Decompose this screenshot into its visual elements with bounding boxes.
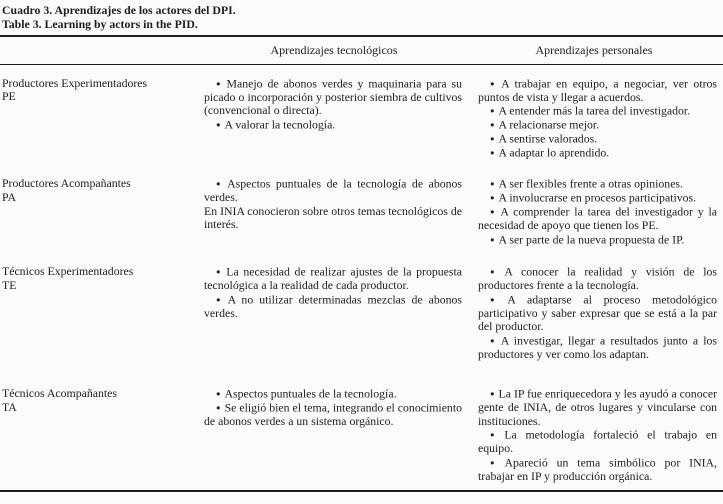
item-text: A adaptar lo aprendido. (498, 145, 610, 160)
learning-item (478, 77, 717, 105)
bullet-icon: ● (216, 78, 223, 88)
learning-table (0, 35, 723, 492)
item-text: A relacionarse mejor. (498, 117, 600, 132)
tech-cell (203, 253, 465, 375)
tech-cell (203, 165, 465, 253)
learning-item (204, 387, 462, 401)
item-text: Aspectos puntuales de la tecnología. (224, 386, 397, 401)
bullet-icon: ● (490, 179, 495, 188)
actor-name: Técnicos Acompañantes (2, 386, 117, 400)
personal-cell (465, 375, 723, 491)
bullet-icon: ● (490, 389, 495, 398)
bullet-icon: ● (490, 193, 495, 202)
bullet-icon: ● (490, 457, 501, 467)
actor-name: Productores Experimentadores (2, 75, 148, 90)
item-text: A ser flexibles frente a otras opiniones. (498, 176, 683, 191)
personal-cell (465, 64, 723, 165)
bullet-icon: ● (490, 234, 495, 244)
actor-abbr: TA (2, 399, 17, 414)
bullet-icon: ● (490, 267, 501, 276)
actor-abbr: PA (2, 189, 16, 204)
bullet-icon: ● (490, 148, 495, 157)
item-text: A trabajar en equipo, a negociar, ver otros puntos de vista y llegar a acuerdos. (478, 76, 718, 104)
actor-cell (0, 64, 203, 165)
learning-item (478, 104, 717, 118)
column-header-personal: Aprendizajes personales (465, 36, 723, 64)
table-caption-es: Cuadro 3. Aprendizajes de los actores del DPI. (2, 3, 236, 17)
item-text: La necesidad de realizar ajustes de la propuesta tecnológica a la realidad de cada productor. (204, 264, 463, 292)
item-text: Apareció un tema simbólico por INIA, trabajar en IP y producción orgánica. (478, 455, 717, 483)
bullet-icon: ● (490, 106, 495, 115)
learning-item (478, 334, 717, 362)
item-text: A entender más la tarea del investigador. (498, 103, 691, 118)
table-row-pe (0, 64, 723, 165)
learning-item (204, 118, 462, 132)
tech-cell (203, 375, 465, 491)
personal-cell (465, 253, 723, 375)
item-text: A adaptarse al proceso metodológico participativo y saber expresar que se está a la par del productor. (478, 292, 717, 333)
bullet-icon: ● (216, 294, 224, 304)
bullet-icon: ● (490, 335, 497, 345)
learning-item (478, 456, 717, 484)
table-row-pa (0, 165, 723, 253)
learning-item (478, 118, 717, 132)
table-caption-en: Table 3. Learning by actors in the PID. (2, 17, 198, 31)
item-text: Aspectos puntuales de la tecnología de abonos verdes. (204, 176, 463, 204)
bullet-icon: ● (490, 430, 501, 439)
bullet-icon: ● (216, 119, 221, 129)
learning-item (478, 387, 717, 428)
actor-abbr: PE (2, 89, 16, 103)
learning-item (478, 146, 717, 160)
learning-item (478, 191, 717, 205)
bullet-icon: ● (490, 134, 495, 143)
learning-note: En INIA conocieron sobre otros temas tecnológicos de interés. (204, 203, 462, 231)
table-caption (0, 0, 723, 31)
column-header-tech: Aprendizajes tecnológicos (203, 36, 465, 64)
actor-cell (0, 375, 203, 491)
item-text: A ser parte de la nueva propuesta de IP. (498, 232, 685, 246)
learning-item (478, 233, 717, 247)
item-text: A involucrarse en procesos participativos. (498, 190, 697, 205)
item-text: A sentirse valorados. (498, 131, 598, 146)
learning-item (478, 265, 717, 293)
item-text: Manejo de abonos verdes y maquinaria para su picado o incorporación y posterior siembra de cultivos (convencional o directa). (204, 76, 462, 117)
learning-item (478, 177, 717, 191)
learning-item (478, 428, 717, 456)
learning-item (204, 293, 462, 321)
item-text: La IP fue enriquecedora y les ayudó a conocer gente de INIA, de otros lugares y vincularse con instituciones. (478, 386, 718, 428)
tech-cell (203, 64, 465, 165)
actor-name: Técnicos Experimentadores (2, 264, 134, 278)
bullet-icon: ● (216, 267, 223, 276)
item-text: A valorar la tecnología. (224, 117, 336, 131)
table-row-te (0, 253, 723, 375)
item-text: La metodología fortaleció el trabajo en equipo. (478, 427, 718, 455)
bullet-icon: ● (216, 179, 224, 188)
personal-cell (465, 165, 723, 253)
bullet-icon: ● (490, 120, 495, 129)
actor-abbr: TE (2, 277, 17, 292)
item-text: A no utilizar determinadas mezclas de abonos verdes. (204, 292, 463, 320)
learning-item (204, 77, 462, 118)
actor-cell (0, 165, 203, 253)
bullet-icon: ● (216, 389, 221, 398)
learning-item (204, 265, 462, 293)
item-text: A investigar, llegar a resultados junto a los productores y ver como los adaptan. (478, 333, 718, 361)
table-row-ta (0, 375, 723, 491)
item-text: A comprender la tarea del investigador y la necesidad de apoyo que tienen los PE. (478, 204, 718, 232)
item-text: Se eligió bien el tema, integrando el conocimiento de abonos verdes a un sistema orgánico. (204, 400, 463, 428)
column-header-empty (0, 36, 203, 64)
bullet-icon: ● (490, 78, 498, 88)
learning-item (204, 177, 462, 205)
learning-item (478, 293, 717, 334)
bullet-icon: ● (490, 294, 504, 304)
actor-cell (0, 253, 203, 375)
header-row (0, 36, 723, 64)
item-text: A conocer la realidad y visión de los productores frente a la tecnología. (478, 264, 717, 292)
learning-item (204, 401, 462, 429)
learning-item (478, 205, 717, 233)
learning-item (478, 132, 717, 146)
bullet-icon: ● (490, 207, 497, 216)
actor-name: Productores Acompañantes (2, 176, 131, 190)
bullet-icon: ● (216, 403, 221, 412)
